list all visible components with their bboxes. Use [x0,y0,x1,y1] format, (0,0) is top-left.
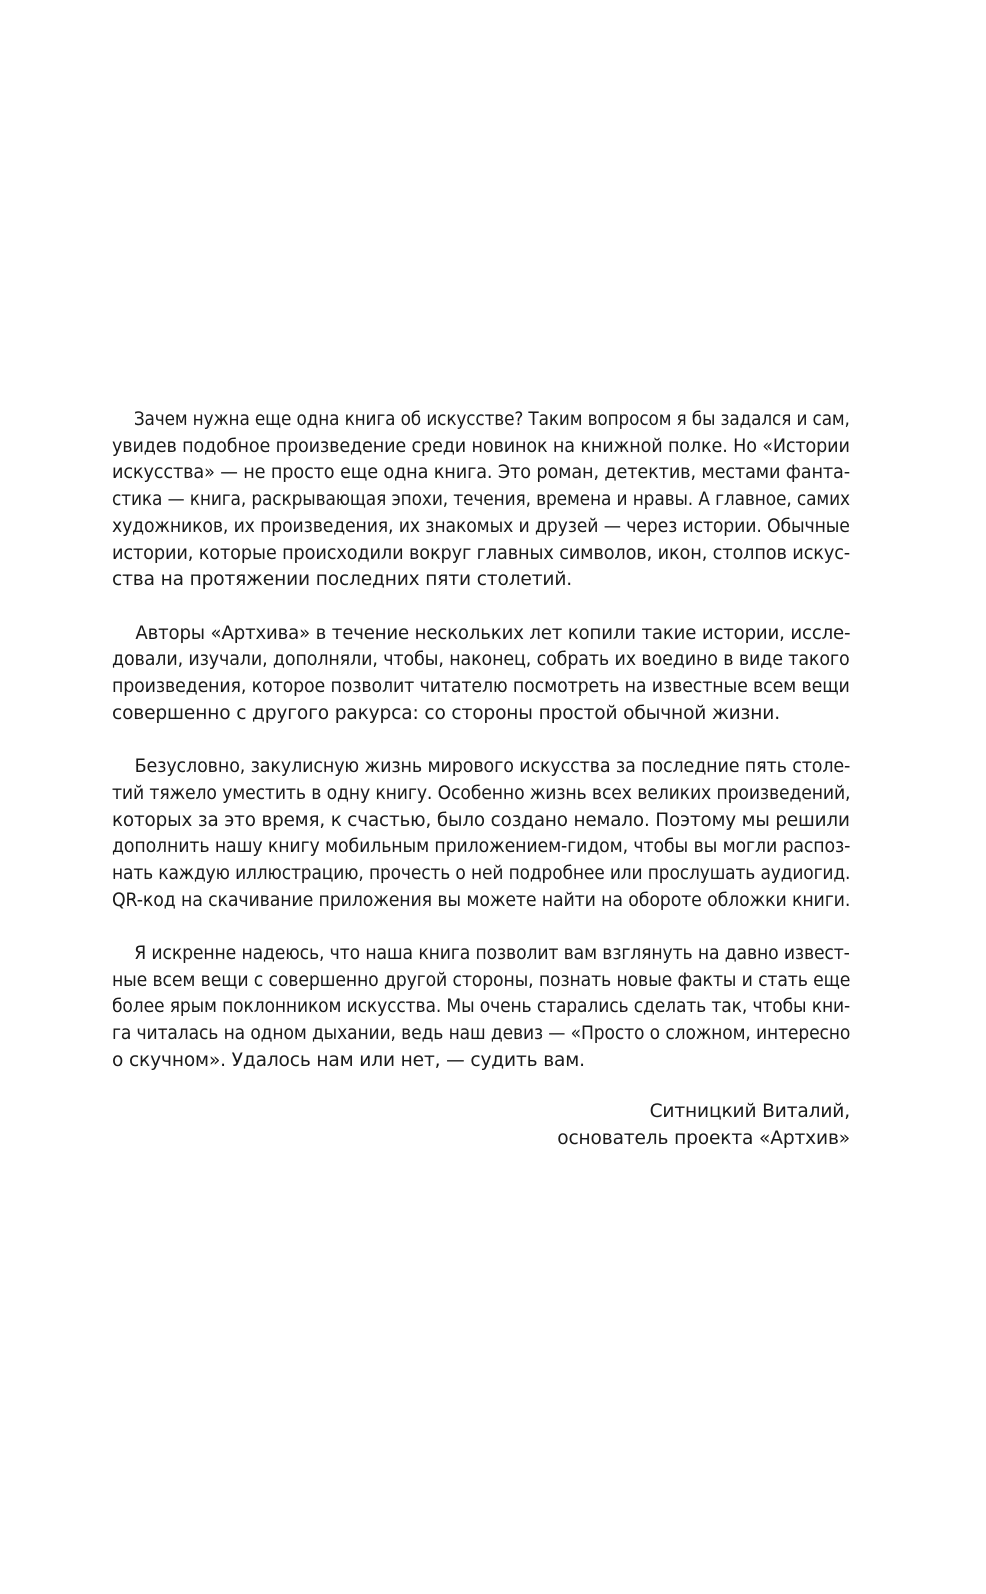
paragraph-1 [112,407,850,594]
text-line: стика — книга, раскрывающая эпохи, течения, времена и нравы. А главное, самих [112,489,850,511]
text-line: довали, изучали, дополняли, чтобы, наконец, собрать их воедино в виде такого [112,649,850,671]
text-line: искусства» — не просто еще одна книга. Это роман, детектив, местами фанта- [112,462,850,484]
text-line: художников, их произведения, их знакомых и друзей — через истории. Обычные [112,515,850,537]
text-line: истории, которые происходили вокруг главных символов, икон, столпов искус- [112,542,851,564]
text-line: нать каждую иллюстрацию, прочесть о ней подробнее или прослушать аудиогид. [112,862,851,884]
text-line: Безусловно, закулисную жизнь мирового искусства за последние пять столе- [134,756,851,778]
body-text [112,407,850,1101]
text-line: тий тяжело уместить в одну книгу. Особенно жизнь всех великих произведений, [112,782,851,804]
text-line: совершенно с другого ракурса: со стороны простой обычной жизни. [112,702,780,724]
paragraph-3 [112,754,850,914]
paragraph-2 [112,621,850,728]
signature-role: основатель проекта «Артхив» [557,1128,850,1149]
text-line: дополнить нашу книгу мобильным приложением-гидом, чтобы вы могли распоз- [112,836,851,858]
text-line: га читалась на одном дыхании, ведь наш девиз — «Просто о сложном, интересно [112,1023,851,1045]
text-line: более ярым поклонником искусства. Мы очень старались сделать так, чтобы кни- [112,996,851,1018]
text-line: ства на протяжении последних пяти столетий. [112,569,573,591]
signature-name: Ситницкий Виталий, [649,1101,850,1122]
text-line: произведения, которое позволит читателю посмотреть на известные всем вещи [112,676,850,698]
text-line: Авторы «Артхива» в течение нескольких лет копили такие истории, иссле- [135,622,851,644]
paragraph-4 [112,941,850,1075]
text-line: которых за это время, к счастью, было создано немало. Поэтому мы решили [112,809,850,831]
text-line: о скучном». Удалось нам или нет, — судить вам. [112,1049,585,1071]
text-line: Зачем нужна еще одна книга об искусстве? Таким вопросом я бы задался и сам, [133,409,850,430]
text-line: ные всем вещи с совершенно другой стороны, познать новые факты и стать еще [112,969,851,991]
signature [557,1098,850,1152]
text-line: QR-код на скачивание приложения вы можете найти на обороте обложки книги. [112,889,851,911]
text-line: увидев подобное произведение среди новинок на книжной полке. Но «Истории [112,435,850,457]
text-line: Я искренне надеюсь, что наша книга позволит вам взглянуть на давно извест- [134,943,850,965]
